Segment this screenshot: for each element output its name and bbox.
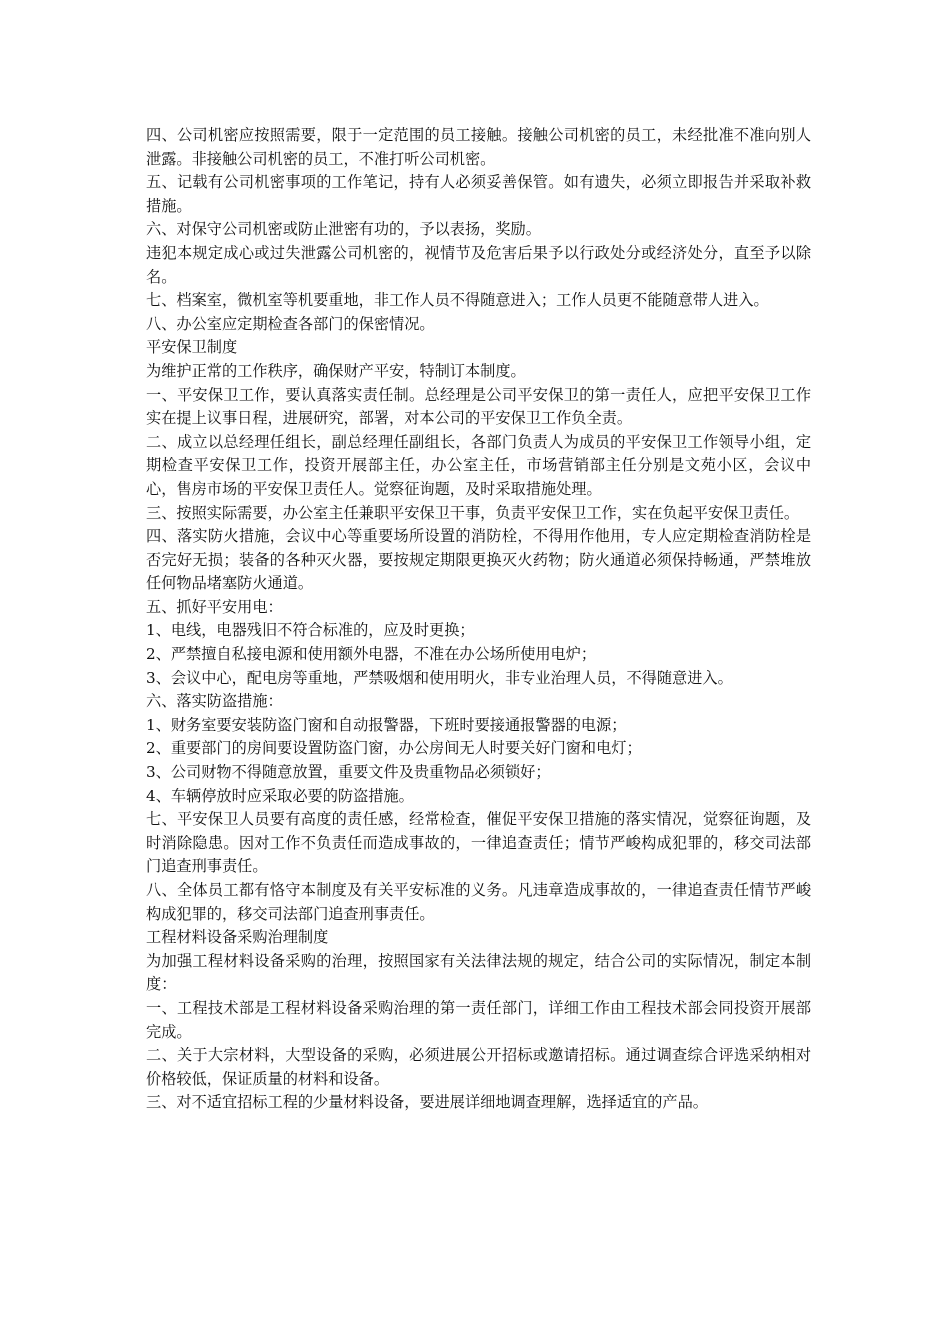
paragraph: 为加强工程材料设备采购的治理，按照国家有关法律法规的规定，结合公司的实际情况，制定本制度： xyxy=(146,951,811,994)
paragraph: 六、落实防盗措施： xyxy=(146,692,283,711)
paragraph: 违犯本规定成心或过失泄露公司机密的，视情节及危害后果予以行政处分或经济处分，直至予以除名。 xyxy=(146,243,811,286)
paragraph: 八、全体员工都有恪守本制度及有关平安标准的义务。凡违章造成事故的，一律追查责任情节严峻构成犯罪的，移交司法部门追查刑事责任。 xyxy=(146,881,811,923)
section-heading: 平安保卫制度 xyxy=(146,338,238,357)
list-item: 1、财务室要安装防盗门窗和自动报警器，下班时要接通报警器的电源； xyxy=(146,715,627,734)
list-item: 2、严禁擅自私接电源和使用额外电器，不准在办公场所使用电炉； xyxy=(146,645,597,664)
paragraph: 一、工程技术部是工程材料设备采购治理的第一责任部门，详细工作由工程技术部会同投资开展部完成。 xyxy=(146,998,811,1041)
list-item: 2、重要部门的房间要设置防盗门窗，办公房间无人时要关好门窗和电灯； xyxy=(146,739,642,758)
paragraph: 为维护正常的工作秩序，确保财产平安，特制订本制度。 xyxy=(146,361,526,380)
list-item: 4、车辆停放时应采取必要的防盗措施。 xyxy=(146,786,414,805)
paragraph: 三、按照实际需要，办公室主任兼职平安保卫干事，负责平安保卫工作，实在负起平安保卫责任。 xyxy=(146,503,800,522)
paragraph: 二、关于大宗材料，大型设备的采购，必须进展公开招标或邀请招标。通过调查综合评选采纳相对价格较低，保证质量的材料和设备。 xyxy=(146,1046,811,1088)
paragraph: 七、平安保卫人员要有高度的责任感，经常检查，催促平安保卫措施的落实情况，觉察征询题，及时消除隐患。因对工作不负责任而造成事故的，一律追查责任；情节严峻构成犯罪的，移交司法部门追查刑事责任。 xyxy=(146,810,811,876)
paragraph: 三、对不适宜招标工程的少量材料设备，要进展详细地调查理解，选择适宜的产品。 xyxy=(146,1093,708,1112)
document-body xyxy=(146,124,811,1115)
list-item: 1、电线，电器残旧不符合标准的，应及时更换； xyxy=(146,621,475,640)
paragraph: 五、记载有公司机密事项的工作笔记，持有人必须妥善保管。如有遗失，必须立即报告并采取补救措施。 xyxy=(146,173,811,215)
paragraph: 八、办公室应定期检查各部门的保密情况。 xyxy=(146,314,435,333)
paragraph: 六、对保守公司机密或防止泄密有功的，予以表扬，奖励。 xyxy=(146,220,541,239)
paragraph: 二、成立以总经理任组长，副总经理任副组长，各部门负责人为成员的平安保卫工作领导小组，定期检查平安保卫工作，投资开展部主任，办公室主任，市场营销部主任分别是文苑小区，会议中心，售房市场的平安保卫责任人。觉察征询题，及时采取措施处理。 xyxy=(146,432,811,498)
paragraph: 一、平安保卫工作，要认真落实责任制。总经理是公司平安保卫的第一责任人，应把平安保卫工作实在提上议事日程，进展研究，部署，对本公司的平安保卫工作负全责。 xyxy=(146,385,811,428)
paragraph: 七、档案室，微机室等机要重地，非工作人员不得随意进入；工作人员更不能随意带人进入。 xyxy=(146,291,769,310)
section-heading: 工程材料设备采购治理制度 xyxy=(146,928,329,947)
list-item: 3、会议中心，配电房等重地，严禁吸烟和使用明火，非专业治理人员，不得随意进入。 xyxy=(146,668,733,687)
paragraph: 五、抓好平安用电： xyxy=(146,597,283,616)
paragraph: 四、落实防火措施，会议中心等重要场所设置的消防栓，不得用作他用，专人应定期检查消防栓是否完好无损；装备的各种灭火器，要按规定期限更换灭火药物；防火通道必须保持畅通，严禁堆放任何物品堵塞防火通道。 xyxy=(146,527,811,593)
paragraph: 四、公司机密应按照需要，限于一定范围的员工接触。接触公司机密的员工，未经批准不准向别人泄露。非接触公司机密的员工，不准打听公司机密。 xyxy=(146,126,811,168)
list-item: 3、公司财物不得随意放置，重要文件及贵重物品必须锁好； xyxy=(146,763,551,782)
